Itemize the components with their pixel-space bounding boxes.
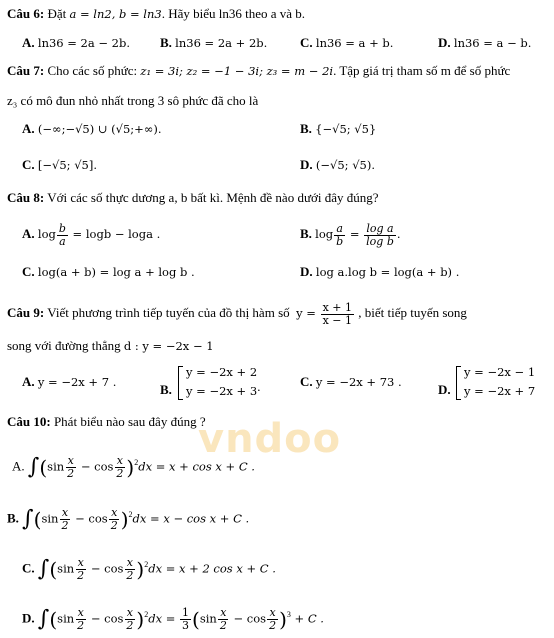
frac-den: 2: [61, 518, 69, 532]
q7-option-b-letter: B.: [300, 121, 312, 136]
frac-den: 2: [126, 568, 134, 582]
paren-open: (: [49, 557, 58, 582]
q9-option-a-expr: y = −2x + 7 .: [37, 375, 117, 389]
q8-option-c-letter: C.: [22, 264, 35, 279]
q10-option-b[interactable]: [7, 498, 249, 536]
q8-option-b-den2: log b: [366, 234, 394, 248]
paren-close: ): [279, 607, 287, 632]
question-7-line2: z₃ có mô đun nhỏ nhất trong 3 sô phức đã cho là: [7, 93, 259, 108]
frac-den: 2: [116, 466, 124, 480]
q6-option-c[interactable]: [300, 35, 393, 51]
q8-option-b-eq: =: [346, 227, 364, 241]
q8-option-b-log: log: [315, 227, 334, 241]
frac-den: 2: [269, 618, 277, 632]
paren-open: (: [33, 507, 42, 532]
q7-option-d-letter: D.: [300, 157, 313, 172]
question-7-text-a: Cho các số phức:: [44, 63, 141, 78]
q8-option-a-den: a: [59, 234, 66, 248]
q6-option-d-expr: ln36 = a − b.: [453, 36, 532, 50]
q6-option-c-letter: C.: [300, 35, 313, 50]
q7-option-a-expr: (−∞;−√5) ∪ (√5;+∞).: [37, 122, 162, 136]
q8-option-a-num: b: [58, 221, 66, 235]
q9-option-b-eq1: y = −2x + 2: [186, 365, 258, 379]
dx-label: dx: [148, 561, 163, 576]
question-7-math: z₁ = 3i; z₂ = −1 − 3i; z₃ = m − 2i: [140, 64, 334, 78]
question-9-text-a: Viết phương trình tiếp tuyến của đồ thị hàm số: [44, 305, 293, 320]
integral-sign: ∫: [37, 556, 50, 582]
cos-label: cos: [246, 611, 267, 626]
paren-open: (: [49, 607, 58, 632]
dx-label: dx: [132, 511, 147, 526]
q8-option-b-num: a: [336, 221, 343, 235]
question-6-text-b: . Hãy biểu ln36 theo a và b.: [161, 6, 306, 21]
q6-option-b-letter: B.: [160, 35, 172, 50]
q8-option-b-fraction2: [364, 223, 396, 248]
q10-option-a-letter: A.: [12, 458, 25, 474]
q10-option-c[interactable]: [22, 548, 276, 586]
q6-option-a-letter: A.: [22, 35, 35, 50]
paren-close: ): [136, 557, 145, 582]
paren-close: ): [126, 455, 135, 480]
q9-option-d-letter[interactable]: D.: [438, 382, 451, 397]
q10-option-d-coef: [180, 607, 191, 632]
integral-sign: ∫: [27, 454, 40, 480]
q6-option-c-expr: ln36 = a + b.: [315, 36, 394, 50]
question-6-math: a = ln2, b = ln3: [69, 7, 162, 21]
q8-option-a-fraction: [57, 223, 68, 248]
question-7-text-b: . Tập giá trị tham số m để số phức: [333, 63, 511, 78]
frac-num: x: [126, 555, 134, 569]
frac-den: 2: [126, 618, 134, 632]
q9-option-c-letter: C.: [300, 374, 313, 389]
q8-option-d[interactable]: [300, 264, 459, 280]
frac-num: x: [126, 605, 134, 619]
dx-label: dx: [138, 459, 153, 474]
power: 2: [128, 510, 133, 519]
frac-num: x: [116, 453, 124, 467]
q9-option-b-bracket: [178, 366, 183, 400]
frac-den: 2: [219, 618, 227, 632]
paren-close: ): [120, 507, 129, 532]
q8-option-d-letter: D.: [300, 264, 313, 279]
q8-option-c-expr: log(a + b) = log a + log b .: [37, 265, 195, 279]
q8-option-c[interactable]: [22, 264, 195, 280]
question-9-line2-math: d : y = −2x − 1: [123, 339, 214, 353]
q8-option-b-num2: log a: [366, 221, 394, 235]
watermark-logo: vndoo: [198, 416, 342, 462]
q6-option-b[interactable]: [160, 35, 267, 51]
q8-option-b-fraction: [334, 223, 345, 248]
q7-option-b[interactable]: [300, 121, 376, 137]
frac-num: x: [111, 505, 118, 519]
q10-option-a[interactable]: [12, 446, 255, 484]
frac-den: 2: [77, 618, 85, 632]
question-10: [7, 414, 206, 430]
frac-den: 2: [110, 518, 118, 532]
q6-option-a[interactable]: [22, 35, 130, 51]
q9-option-c-expr: y = −2x + 73 .: [315, 375, 402, 389]
question-6-text-a: Đặt: [44, 6, 70, 21]
q7-option-c[interactable]: [22, 157, 97, 173]
question-8: [7, 190, 379, 206]
question-7-label: Câu 7:: [7, 63, 45, 78]
question-9-func-y: y =: [296, 306, 320, 320]
q6-option-d[interactable]: [438, 35, 531, 51]
frac-den: 2: [77, 568, 85, 582]
equals-sign: =: [146, 511, 164, 526]
cos-label: cos: [88, 511, 108, 526]
q8-option-a-log: log: [37, 227, 56, 241]
q6-option-d-letter: D.: [438, 35, 451, 50]
equals-sign: =: [162, 611, 180, 626]
minus-sign: −: [87, 611, 105, 626]
power: 2: [144, 560, 149, 569]
cos-label: cos: [94, 459, 114, 474]
q9-option-a-letter: A.: [22, 374, 35, 389]
q8-option-b-den: b: [336, 234, 344, 248]
q10-option-a-rhs: x + cos x + C .: [169, 459, 255, 474]
cos-label: cos: [104, 611, 124, 626]
q7-option-d-expr: (−√5; √5).: [315, 158, 375, 172]
q10-option-c-rhs: x + 2 cos x + C .: [179, 561, 276, 576]
question-9-func-fraction: [321, 302, 354, 327]
frac-num: x: [61, 505, 69, 519]
question-9: [7, 298, 467, 328]
q7-option-a[interactable]: [22, 121, 162, 137]
question-10-label: Câu 10:: [7, 414, 51, 429]
q7-option-d[interactable]: [300, 157, 375, 173]
question-8-text: Với các số thực dương a, b bất kì. Mệnh đề nào dưới đây đúng?: [44, 190, 379, 205]
question-9-label: Câu 9:: [7, 305, 45, 320]
q9-option-d-eq1: y = −2x − 1: [464, 365, 536, 379]
dx-label: dx: [148, 611, 163, 626]
q7-option-a-letter: A.: [22, 121, 35, 136]
question-6-label: Câu 6:: [7, 6, 45, 21]
equals-sign: =: [152, 459, 170, 474]
q10-option-d[interactable]: [22, 598, 324, 636]
q10-option-d-letter: D.: [22, 610, 35, 626]
frac-num: x: [67, 453, 74, 467]
q8-option-a-letter: A.: [22, 226, 35, 241]
frac-num: x: [220, 605, 227, 619]
q7-option-c-letter: C.: [22, 157, 35, 172]
sin-label: sin: [41, 511, 59, 526]
coef-den: 3: [182, 618, 190, 632]
q8-option-a-rest: = logb − loga .: [68, 227, 161, 241]
question-8-label: Câu 8:: [7, 190, 45, 205]
q9-option-b-eq2: y = −2x + 3: [186, 384, 258, 398]
frac-num: x: [77, 555, 84, 569]
q9-option-b-tail: .: [257, 380, 261, 394]
sin-label: sin: [57, 561, 75, 576]
q6-option-a-expr: ln36 = 2a − 2b.: [37, 36, 131, 50]
q8-option-a[interactable]: [22, 220, 160, 248]
sin-label: sin: [199, 611, 217, 626]
q10-option-b-rhs: x − cos x + C .: [163, 511, 250, 526]
equals-sign: =: [162, 561, 180, 576]
question-9-line2-text: song với đường thẳng: [7, 338, 124, 353]
question-7: [7, 63, 510, 79]
paren-close: ): [136, 607, 145, 632]
coef-num: 1: [182, 605, 190, 619]
minus-sign: −: [77, 459, 95, 474]
q9-option-d-eq2: y = −2x + 7: [464, 384, 536, 398]
minus-sign: −: [87, 561, 105, 576]
sin-label: sin: [47, 459, 65, 474]
cos-label: cos: [104, 561, 124, 576]
paren-open: (: [39, 455, 48, 480]
question-9-func-den: x − 1: [322, 313, 352, 327]
sin-label: sin: [57, 611, 75, 626]
q9-option-a[interactable]: [22, 374, 116, 390]
question-9-func-num: x + 1: [322, 300, 352, 314]
integral-sign: ∫: [22, 506, 34, 532]
q9-option-c[interactable]: [300, 374, 402, 390]
frac-den: 2: [67, 466, 75, 480]
minus-sign: −: [71, 511, 89, 526]
q8-option-b[interactable]: [300, 220, 401, 248]
frac-num: x: [269, 605, 276, 619]
question-9-text-b: , biết tiếp tuyến song: [355, 305, 467, 320]
q8-option-b-letter: B.: [300, 226, 312, 241]
frac-num: x: [77, 605, 84, 619]
q6-option-b-expr: ln36 = 2a + 2b.: [175, 36, 268, 50]
q10-option-d-rhs: + C .: [290, 611, 324, 626]
q7-option-c-expr: [−√5; √5].: [37, 158, 97, 172]
power: 2: [134, 458, 139, 467]
question-6: [7, 6, 305, 22]
question-9-line2: [7, 338, 214, 354]
question-10-text: Phát biểu nào sau đây đúng ?: [50, 414, 206, 429]
q8-option-d-expr: log a.log b = log(a + b) .: [315, 265, 460, 279]
integral-sign: ∫: [37, 606, 50, 632]
power: 3: [286, 610, 291, 619]
q10-option-c-letter: C.: [22, 560, 35, 576]
q8-option-b-rest: .: [396, 227, 401, 241]
power: 2: [144, 610, 149, 619]
q7-option-b-expr: {−√5; √5}: [315, 122, 377, 136]
q9-option-b-letter[interactable]: B.: [160, 382, 172, 397]
paren-open: (: [192, 607, 200, 632]
minus-sign: −: [229, 611, 247, 626]
q9-option-d-bracket: [456, 366, 461, 400]
q10-option-b-letter: B.: [7, 510, 19, 526]
